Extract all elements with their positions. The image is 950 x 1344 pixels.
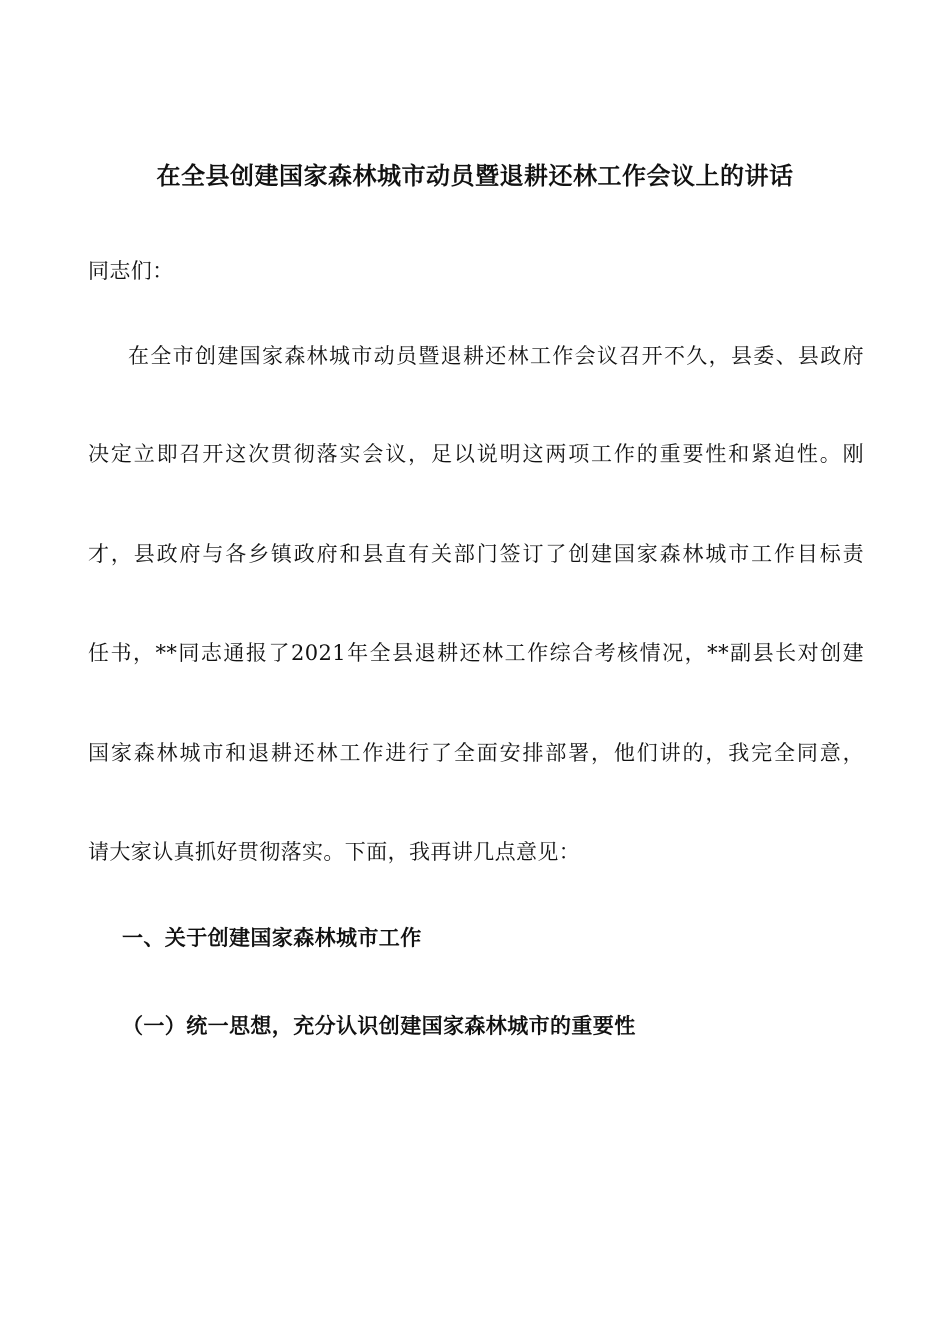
document-title: 在全县创建国家森林城市动员暨退耕还林工作会议上的讲话	[156, 161, 794, 190]
paragraph-line-1: 在全市创建国家森林城市动员暨退耕还林工作会议召开不久，县委、县政府	[128, 344, 864, 368]
paragraph-line-3: 才，县政府与各乡镇政府和县直有关部门签订了创建国家森林城市工作目标责	[88, 542, 864, 566]
paragraph-line-4: 任书，**同志通报了2021年全县退耕还林工作综合考核情况，**副县长对创建	[88, 641, 864, 665]
subsection-heading-1: （一）统一思想，充分认识创建国家森林城市的重要性	[122, 1013, 636, 1038]
section-heading-1: 一、关于创建国家森林城市工作	[122, 925, 422, 950]
paragraph-line-6: 请大家认真抓好贯彻落实。下面，我再讲几点意见：	[88, 840, 581, 864]
salutation: 同志们：	[88, 259, 174, 283]
paragraph-line-5: 国家森林城市和退耕还林工作进行了全面安排部署，他们讲的，我完全同意，	[88, 741, 864, 765]
paragraph-line-2: 决定立即召开这次贯彻落实会议，足以说明这两项工作的重要性和紧迫性。刚	[88, 442, 864, 466]
